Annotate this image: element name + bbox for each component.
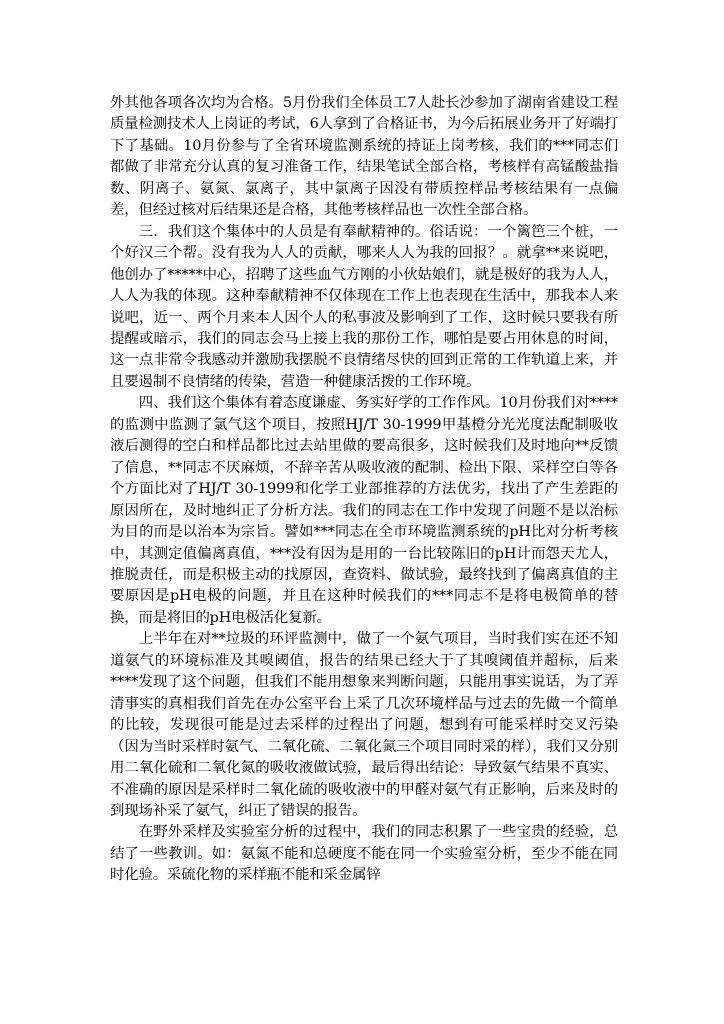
document-page — [110, 93, 618, 887]
paragraph-continuation: 外其他各项各次均为合格。5月份我们全体员工7人赴长沙参加了湖南省建设工程质量检测技术人上岗证的考试，6人拿到了合格证书，为今后拓展业务开了好端打下了基础。10月份参与了全省环境监测系统的持证上岗考核，我们的***同志们都做了非常充分认真的复习准备工作，结果笔试全部合格，考核样有高锰酸盐指数、阴离子、氨氮、氯离子，其中氯离子因没有带质控样品考核结果有一点偏差，但经过核对后结果还是合格，其他考核样品也一次性全部合格。 — [110, 95, 618, 219]
paragraph-ammonia-monitoring: 上半年在对**垃圾的环评监测中，做了一个氨气项目，当时我们实在还不知道氨气的环境标准及其嗅阈值，报告的结果已经大于了其嗅阈值并超标，后来****发现了这个问题，但我们不能用想象来判断问题，只能用事实说话，为了弄清事实的真相我们首先在办公室平台上采了几次环境样品与过去的先做一个简单的比较，发现很可能是过去采样的过程出了问题，想到有可能采样时交叉污染（因为当时采样时氨气、二氧化硫、二氧化氮三个项目同时采的样），我们又分别用二氧化硫和二氧化氮的吸收液做试验，最后得出结论：导致氨气结果不真实、不准确的原因是采样时二氧化硫的吸收液中的甲醛对氨气有正影响，后来及时的到现场补采了氨气，纠正了错误的报告。 — [110, 631, 618, 819]
paragraph-work-attitude: 四、我们这个集体有着态度谦虚、务实好学的工作作风。10月份我们对****的监测中监测了氯气这个项目，按照HJ/T 30-1999甲基橙分光光度法配制吸收液后测得的空白和样品都比过去站里做的要高很多，这时候我们及时地向**反馈了信息，**同志不厌麻烦，不辞辛苦从吸收液的配制、检出下限、采样空白等各个方面比对了HJ/T 30-1999和化学工业部推荐的方法优劣，找出了产生差距的原因所在，及时地纠正了分析方法。我们的同志在工作中发现了问题不是以治标为目的而是以治本为宗旨。譬如***同志在全市环境监测系统的pH比对分析考核中，其测定值偏离真值，***没有因为是用的一台比较陈旧的pH计而怨天尤人，推脱责任，而是积极主动的找原因，查资料、做试验，最终找到了偏离真值的主要原因是pH电极的问题，并且在这种时候我们的***同志不是将电极简单的替换，而是将旧的pH电极活化复新。 — [110, 395, 618, 626]
paragraph-field-sampling: 在野外采样及实验室分析的过程中，我们的同志积累了一些宝贵的经验，总结了一些教训。如：氨氮不能和总硬度不能在同一个实验室分析，至少不能在同时化验。采硫化物的采样瓶不能和采金属锌 — [110, 824, 618, 884]
paragraph-dedication-spirit: 三．我们这个集体中的人员是有奉献精神的。俗话说：一个篱笆三个桩，一个好汉三个帮。没有我为人人的贡献，哪来人人为我的回报？。就拿**来说吧，他创办了*****中心，招聘了这些血气方刚的小伙姑娘们，就是极好的我为人人，人人为我的体现。这种奉献精神不仅体现在工作上也表现在生活中，那我本人来说吧，近一、两个月来本人因个人的私事波及影响到了工作，这时候只要我有所提醒或暗示，我们的同志会马上接上我的那份工作，哪怕是要占用休息的时间，这一点非常令我感动并激励我摆脱不良情绪尽快的回到正常的工作轨道上来，并且要遏制不良情绪的传染，营造一种健康活拨的工作环境。 — [110, 223, 618, 390]
